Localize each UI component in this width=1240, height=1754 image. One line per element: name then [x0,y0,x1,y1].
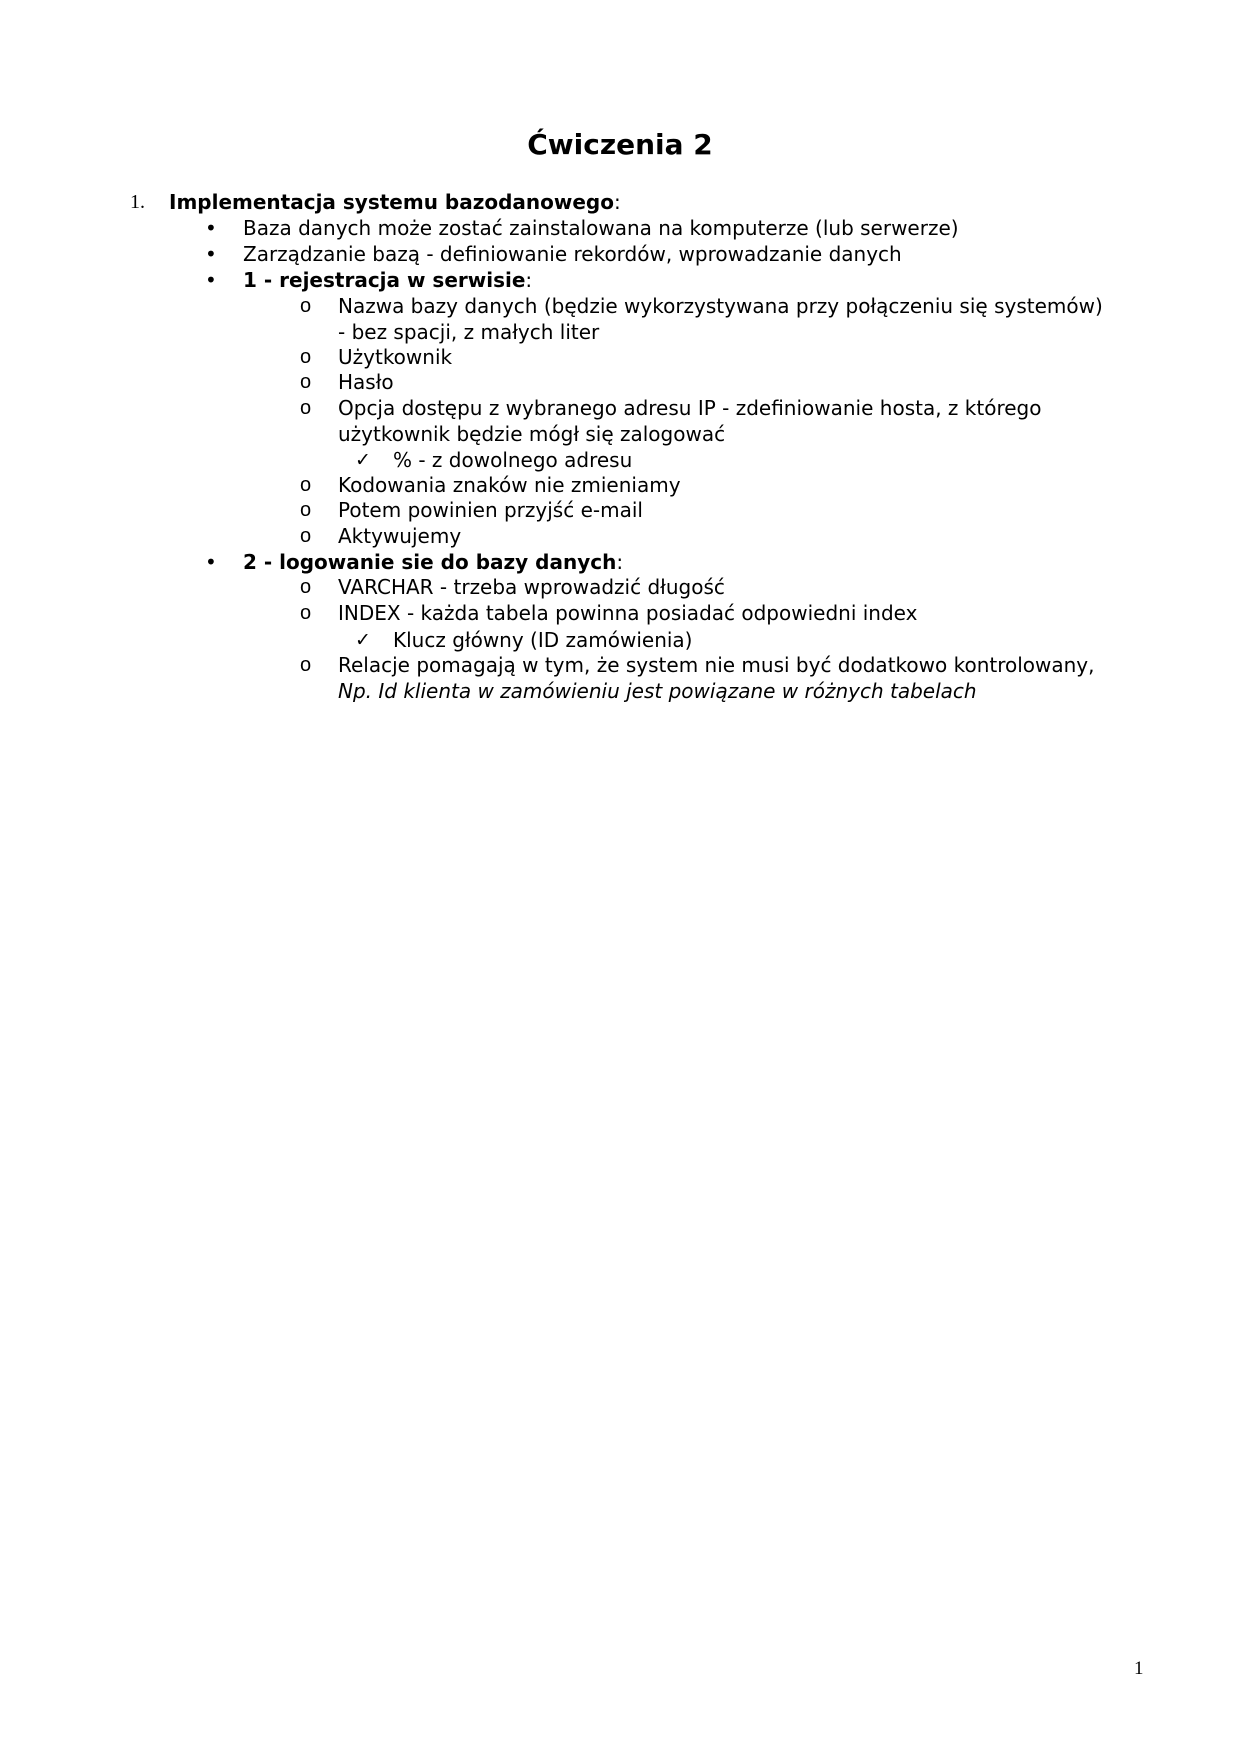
sub-item: Opcja dostępu z wybranego adresu IP - zdefiniowanie hosta, z którego [338,396,1042,420]
sub-item-continuation: - bez spacji, z małych liter [338,320,600,344]
bullet-marker: • [205,268,217,292]
list-number-1: 1. [130,191,145,213]
circle-marker: o [300,371,312,393]
circle-marker: o [300,295,312,317]
check-item: Klucz główny (ID zamówienia) [393,628,693,652]
example-text: Np. Id klienta w zamówieniu jest powiązane w różnych tabelach [338,679,977,703]
sub-item-continuation [338,678,977,704]
sub-item: Potem powinien przyjść e-mail [338,498,643,522]
checkmark-icon: ✓ [355,449,371,471]
circle-marker: o [300,346,312,368]
list-item-heading [169,189,621,215]
circle-marker: o [300,499,312,521]
sub-item: INDEX - każda tabela powinna posiadać odpowiedni index [338,601,918,625]
heading-colon: : [613,190,621,214]
sub-item: Relacje pomagają w tym, że system nie musi być dodatkowo kontrolowany, [338,653,1095,677]
heading-colon: : [525,268,533,292]
subsection-heading: 1 - rejestracja w serwisie [243,268,526,292]
sub-item: Hasło [338,370,394,394]
bullet-item: Baza danych może zostać zainstalowana na komputerze (lub serwerze) [243,216,959,240]
bullet-item-heading [243,267,532,293]
bullet-marker: • [205,242,217,266]
sub-item: Użytkownik [338,345,453,369]
sub-item: Aktywujemy [338,524,462,548]
section-heading: Implementacja systemu bazodanowego [169,190,614,214]
bullet-item: Zarządzanie bazą - definiowanie rekordów, wprowadzanie danych [243,242,902,266]
check-item: % - z dowolnego adresu [393,448,633,472]
circle-marker: o [300,576,312,598]
circle-marker: o [300,525,312,547]
bullet-marker: • [205,216,217,240]
heading-colon: : [616,550,624,574]
page-number: 1 [1134,1658,1144,1679]
sub-item-continuation: użytkownik będzie mógł się zalogować [338,422,726,446]
circle-marker: o [300,474,312,496]
document-title: Ćwiczenia 2 [527,128,713,161]
circle-marker: o [300,602,312,624]
sub-item: Kodowania znaków nie zmieniamy [338,473,681,497]
sub-item: Nazwa bazy danych (będzie wykorzystywana przy połączeniu się systemów) [338,294,1103,318]
subsection-heading: 2 - logowanie sie do bazy danych [243,550,617,574]
bullet-marker: • [205,550,217,574]
circle-marker: o [300,397,312,419]
checkmark-icon: ✓ [355,629,371,651]
circle-marker: o [300,654,312,676]
sub-item: VARCHAR - trzeba wprowadzić długość [338,575,725,599]
bullet-item-heading [243,549,623,575]
